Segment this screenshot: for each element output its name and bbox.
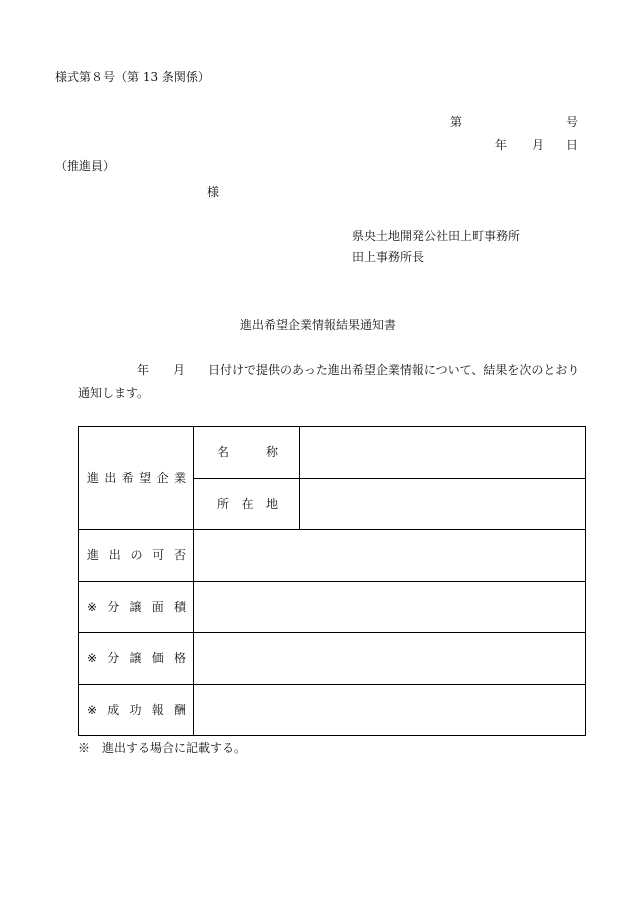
date-day: 日	[566, 138, 579, 152]
label-glyph: 地	[265, 496, 278, 511]
label-glyph: 進	[87, 548, 100, 563]
label-glyph: 積	[173, 599, 186, 614]
company-name-label-cell	[194, 427, 300, 479]
label-glyph: 功	[129, 702, 142, 717]
company-name-label	[217, 445, 278, 459]
label-glyph: 名	[217, 445, 230, 460]
table-row	[79, 684, 586, 736]
company-address-label-cell	[194, 478, 300, 530]
sender-organization: 県央土地開発公社田上町事務所	[352, 229, 521, 243]
date-month: 月	[532, 138, 545, 152]
label-glyph: 称	[265, 445, 278, 460]
table-row	[79, 427, 586, 479]
body-month: 月	[173, 363, 186, 377]
company-address-value	[300, 478, 586, 530]
label-glyph: 進	[87, 471, 100, 485]
label-glyph: ※	[87, 599, 98, 614]
table-row	[79, 633, 586, 685]
sender-title: 田上事務所長	[352, 250, 425, 264]
label-glyph: 成	[107, 702, 120, 717]
label-glyph: ※	[87, 651, 98, 666]
company-label-cell	[79, 427, 194, 530]
row-label-cell	[79, 581, 194, 633]
sale-price-value	[194, 633, 586, 685]
label-glyph: 報	[151, 702, 164, 717]
sale-area-label	[87, 600, 186, 614]
recipient-honorific: 様	[207, 185, 220, 199]
result-table	[78, 426, 586, 736]
label-glyph: 業	[173, 471, 186, 485]
label-glyph: 企	[156, 471, 169, 485]
label-glyph: 酬	[173, 702, 186, 717]
footnote: ※ 進出する場合に記載する。	[78, 741, 247, 755]
document-number-prefix: 第	[450, 115, 463, 129]
label-glyph: 分	[107, 651, 120, 666]
label-glyph: 望	[139, 471, 152, 485]
label-glyph: 否	[173, 548, 186, 563]
label-glyph: 希	[121, 471, 134, 485]
label-glyph: 譲	[129, 651, 142, 666]
body-line-1: 日付けで提供のあった進出希望企業情報について、結果を次のとおり	[208, 363, 580, 377]
success-fee-value	[194, 684, 586, 736]
company-address-label	[217, 497, 278, 511]
label-glyph: 出	[104, 471, 117, 485]
label-glyph: 価	[151, 651, 164, 666]
label-glyph: 在	[241, 496, 254, 511]
label-glyph: 出	[108, 548, 121, 563]
label-glyph: ※	[87, 702, 98, 717]
form-number: 様式第８号（第 13 条関係）	[55, 70, 210, 84]
document-number-suffix: 号	[566, 115, 579, 129]
label-glyph: の	[130, 548, 143, 563]
label-glyph: 譲	[129, 599, 142, 614]
label-glyph: 分	[107, 599, 120, 614]
advance-approval-label	[87, 548, 186, 562]
success-fee-label	[87, 703, 186, 717]
label-glyph: 所	[217, 496, 230, 511]
body-line-2: 通知します。	[78, 386, 150, 400]
advance-approval-value	[194, 530, 586, 582]
row-label-cell	[79, 530, 194, 582]
sale-area-value	[194, 581, 586, 633]
label-glyph: 可	[152, 548, 165, 563]
body-year: 年	[137, 363, 150, 377]
document-title: 進出希望企業情報結果通知書	[240, 318, 397, 332]
date-year: 年	[495, 138, 508, 152]
company-name-value	[300, 427, 586, 479]
label-glyph: 面	[151, 599, 164, 614]
recipient-role: （推進員）	[55, 159, 116, 173]
row-label-cell	[79, 633, 194, 685]
label-glyph: 格	[173, 651, 186, 666]
sale-price-label	[87, 651, 186, 665]
table-row	[79, 530, 586, 582]
table-row	[79, 581, 586, 633]
company-label	[87, 471, 186, 485]
row-label-cell	[79, 684, 194, 736]
